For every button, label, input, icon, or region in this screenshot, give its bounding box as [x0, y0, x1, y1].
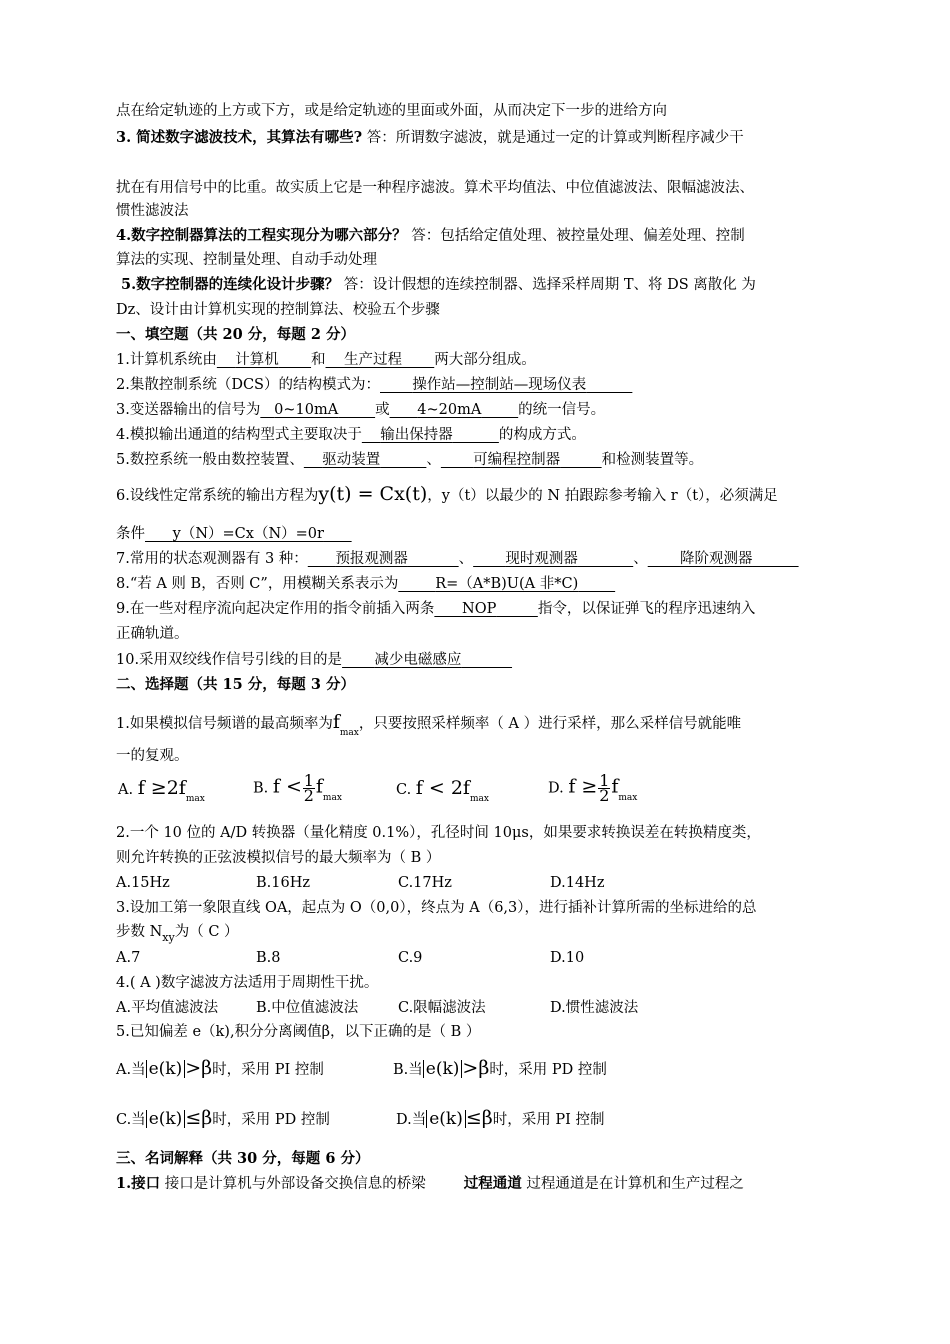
option-d: D.惯性滤波法 [550, 1000, 639, 1016]
option-text: 时，采用 PD 控制 [212, 1112, 330, 1128]
option-a: A.7 [116, 950, 141, 966]
item-text: 2.集散控制系统（DCS）的结构模式为： [116, 377, 380, 393]
question-3 [116, 128, 744, 148]
blank-answer [398, 576, 615, 592]
option-label: C. [396, 782, 412, 798]
answer-value: 预报观测器 [335, 551, 408, 567]
abs-ek: e(k) [146, 1060, 186, 1078]
section-title: 三、名词解释（共 30 分，每题 6 分） [116, 1150, 370, 1167]
item-text: 10.采用双绞线作信号引线的目的是 [116, 652, 343, 668]
abs-ek: e(k) [146, 1110, 186, 1128]
item-text: 6.设线性定常系统的输出方程为 [116, 488, 319, 504]
option-math: f < 2f [415, 777, 470, 799]
term-title: 过程通道 [463, 1175, 522, 1192]
option-subscript: max [469, 794, 489, 804]
item-text: 条件 [116, 526, 145, 542]
question-4 [116, 226, 745, 246]
output-equation: y(t) = Cx(t) [318, 483, 428, 505]
item-text: 1.计算机系统由 [116, 352, 217, 368]
option-math: f < [272, 775, 302, 798]
answer-value: 减少电磁感应 [374, 652, 462, 668]
choice-question-3: 3.设加工第一象限直线 OA，起点为 O（0,0），终点为 A（6,3），进行插补计算所需的坐标进给的总 [116, 900, 757, 916]
fmax-symbol: f [332, 711, 340, 733]
blank-answer [326, 352, 435, 368]
answer-text: 答：包括给定值处理、被控量处理、偏差处理、控制 [406, 228, 745, 244]
option-d [396, 1108, 604, 1130]
answer-value: 4~20mA [417, 402, 482, 418]
fmax-subscript: max [339, 728, 359, 738]
answer-value: 输出保持器 [380, 427, 453, 443]
blank-answer [434, 601, 537, 617]
option-label: A. [118, 782, 134, 798]
blank-answer [380, 377, 632, 393]
question-title: 5.数字控制器的连续化设计步骤？ [121, 276, 340, 293]
question-text-cont [116, 922, 239, 943]
item-text: 指令，以保证弹飞的程序迅速纳入 [537, 601, 756, 617]
blank-answer [362, 427, 499, 443]
option-b: B.中位值滤波法 [256, 1000, 359, 1016]
item-text: 4.模拟输出通道的结构型式主要取决于 [116, 427, 362, 443]
fill-item-3 [116, 400, 605, 420]
blank-answer [260, 402, 375, 418]
item-text: 8.“若 A 则 B，否则 C”，用模糊关系表示为 [116, 576, 399, 592]
option-subscript: max [322, 792, 342, 803]
option-a: A.15Hz [116, 875, 170, 891]
choice-question-4: 4.( A )数字滤波方法适用于周期性干扰。 [116, 975, 379, 991]
item-text: 7.常用的状态观测器有 3 种： [116, 551, 308, 567]
answer-value: 0~10mA [274, 402, 339, 418]
item-text: 9.在一些对程序流向起决定作用的指令前插入两条 [116, 601, 435, 617]
answer-text: 答：所谓数字滤波，就是通过一定的计算或判断程序减少干 [362, 130, 744, 146]
question-text: ，只要按照采样频率（ A ）进行采样，那么采样信号就能唯 [358, 716, 742, 732]
option-d: D.14Hz [550, 875, 605, 891]
question-title: 3. 简述数字滤波技术，其算法有哪些? [116, 129, 363, 146]
fraction-half: $\frac{1}{2}$ [303, 771, 314, 805]
term-definition: 接口是计算机与外部设备交换信息的桥梁 [160, 1176, 426, 1192]
fill-item-9 [116, 599, 755, 619]
answer-value: 降阶观测器 [679, 551, 753, 567]
question-text: 1.如果模拟信号频谱的最高频率为 [116, 716, 333, 732]
blank-answer [217, 352, 311, 368]
item-text: 5.数控系统一般由数控装置、 [116, 452, 304, 468]
option-label: D. [548, 780, 564, 797]
abs-ek: e(k) [426, 1110, 466, 1128]
blank-answer [441, 452, 602, 468]
text-line: 点在给定轨迹的上方或下方，或是给定轨迹的里面或外面，从而决定下一步的进给方向 [116, 103, 667, 119]
item-text: 和 [311, 352, 326, 368]
option-math: ≤β [465, 1107, 493, 1129]
fill-item-5 [116, 450, 703, 470]
option-b: B.8 [256, 950, 281, 966]
option-c [116, 1108, 330, 1130]
option-math: ≤β [185, 1107, 213, 1129]
fill-item-10 [116, 650, 512, 670]
blank-answer [390, 402, 519, 418]
item-text: 、 [426, 452, 441, 468]
option-a: A.平均值滤波法 [116, 1000, 219, 1016]
option-math: f [611, 775, 619, 798]
answer-value: 可编程控制器 [473, 452, 561, 468]
item-text: 、 [458, 551, 474, 567]
option-math: >β [462, 1057, 490, 1079]
option-label: B. [253, 780, 269, 797]
answer-value: y（N）=Cx（N）=0r [172, 526, 324, 542]
item-text: 、 [633, 551, 648, 567]
option-b: B.16Hz [256, 875, 310, 891]
term-title: 1.接口 [116, 1175, 161, 1192]
option-label: C.当 [116, 1112, 146, 1128]
option-d: D.10 [550, 950, 585, 966]
option-d [548, 771, 638, 805]
text-line: 算法的实现、控制量处理、自动手动处理 [116, 252, 377, 268]
subscript: xy [162, 931, 175, 944]
section-title: 一、填空题（共 20 分，每题 2 分） [116, 326, 355, 343]
option-c: C.限幅滤波法 [398, 1000, 486, 1016]
fill-item-4 [116, 425, 586, 445]
answer-value: 生产过程 [343, 352, 402, 368]
option-c: C.17Hz [398, 875, 452, 891]
fill-item-6 [116, 484, 778, 506]
blank-answer [308, 551, 459, 567]
blank-answer [648, 551, 799, 567]
answer-value: 驱动装置 [322, 452, 381, 468]
fill-item-7 [116, 549, 799, 569]
blank-answer [145, 526, 352, 542]
text-line: 则允许转换的正弦波模拟信号的最大频率为（ B ） [116, 850, 441, 866]
option-subscript: max [185, 794, 205, 804]
answer-value: 现时观测器 [505, 551, 578, 567]
option-label: D.当 [396, 1112, 427, 1128]
term-line [116, 1174, 744, 1194]
option-label: A.当 [116, 1062, 146, 1078]
item-text: 或 [375, 402, 390, 418]
blank-answer [342, 652, 512, 668]
option-math: f ≥2f [137, 777, 186, 799]
answer-value: 计算机 [235, 352, 279, 368]
fill-item-2 [116, 375, 632, 395]
choice-question-1 [116, 712, 741, 736]
fraction-half: $\frac{1}{2}$ [599, 771, 610, 805]
item-text: 和检测装置等。 [601, 452, 704, 468]
item-text: ，y（t）以最少的 N 拍跟踪参考输入 r（t），必须满足 [427, 488, 778, 504]
item-text: 3.变送器输出的信号为 [116, 402, 261, 418]
item-text: 的构成方式。 [498, 427, 586, 443]
fill-item-8 [116, 574, 615, 594]
fill-item-6-cont [116, 524, 352, 544]
term-definition: 过程通道是在计算机和生产过程之 [521, 1176, 744, 1192]
text-line: 惯性滤波法 [116, 203, 189, 219]
item-text: 的统一信号。 [518, 402, 606, 418]
question-title: 4.数字控制器算法的工程实现分为哪六部分？ [116, 227, 407, 244]
text-line: 扰在有用信号中的比重。故实质上它是一种程序滤波。算术平均值法、中位值滤波法、限幅滤波法、 [116, 180, 754, 196]
answer-value: R=（A*B)U(A 非*C) [435, 576, 579, 592]
option-a [116, 1058, 324, 1080]
fill-item-1 [116, 350, 536, 370]
option-math: >β [185, 1057, 213, 1079]
question-text: 步数 N [116, 924, 163, 940]
option-subscript: max [618, 792, 638, 803]
answer-value: NOP [462, 601, 497, 617]
option-c [396, 778, 489, 802]
text-line: Dz、设计由计算机实现的控制算法、校验五个步骤 [116, 302, 440, 318]
choice-question-2: 2.一个 10 位的 A/D 转换器（量化精度 0.1%），孔径时间 10μs，如果要求转换误差在转换精度类， [116, 825, 761, 841]
option-b [253, 771, 342, 805]
option-a [118, 778, 205, 802]
question-text: 为（ C ） [174, 924, 239, 940]
blank-answer [473, 551, 633, 567]
text-line: 正确轨道。 [116, 626, 189, 642]
choice-question-5: 5.已知偏差 e（k),积分分离阈值β，以下正确的是（ B ） [116, 1024, 481, 1040]
option-text: 时，采用 PD 控制 [489, 1062, 607, 1078]
section-title: 二、选择题（共 15 分，每题 3 分） [116, 676, 355, 693]
answer-value: 操作站—控制站—现场仪表 [412, 377, 587, 393]
question-5 [121, 275, 756, 295]
option-b [393, 1058, 607, 1080]
blank-answer [304, 452, 427, 468]
option-text: 时，采用 PI 控制 [212, 1062, 324, 1078]
option-math: f [315, 775, 323, 798]
option-label: B.当 [393, 1062, 423, 1078]
option-math: f ≥ [568, 775, 598, 798]
option-c: C.9 [398, 950, 423, 966]
text-line: 一的复观。 [116, 748, 189, 764]
item-text: 两大部分组成。 [434, 352, 536, 368]
option-text: 时，采用 PI 控制 [492, 1112, 605, 1128]
answer-text: 答：设计假想的连续控制器、选择采样周期 T、将 DS 离散化 为 [339, 277, 756, 293]
abs-ek: e(k) [423, 1060, 463, 1078]
